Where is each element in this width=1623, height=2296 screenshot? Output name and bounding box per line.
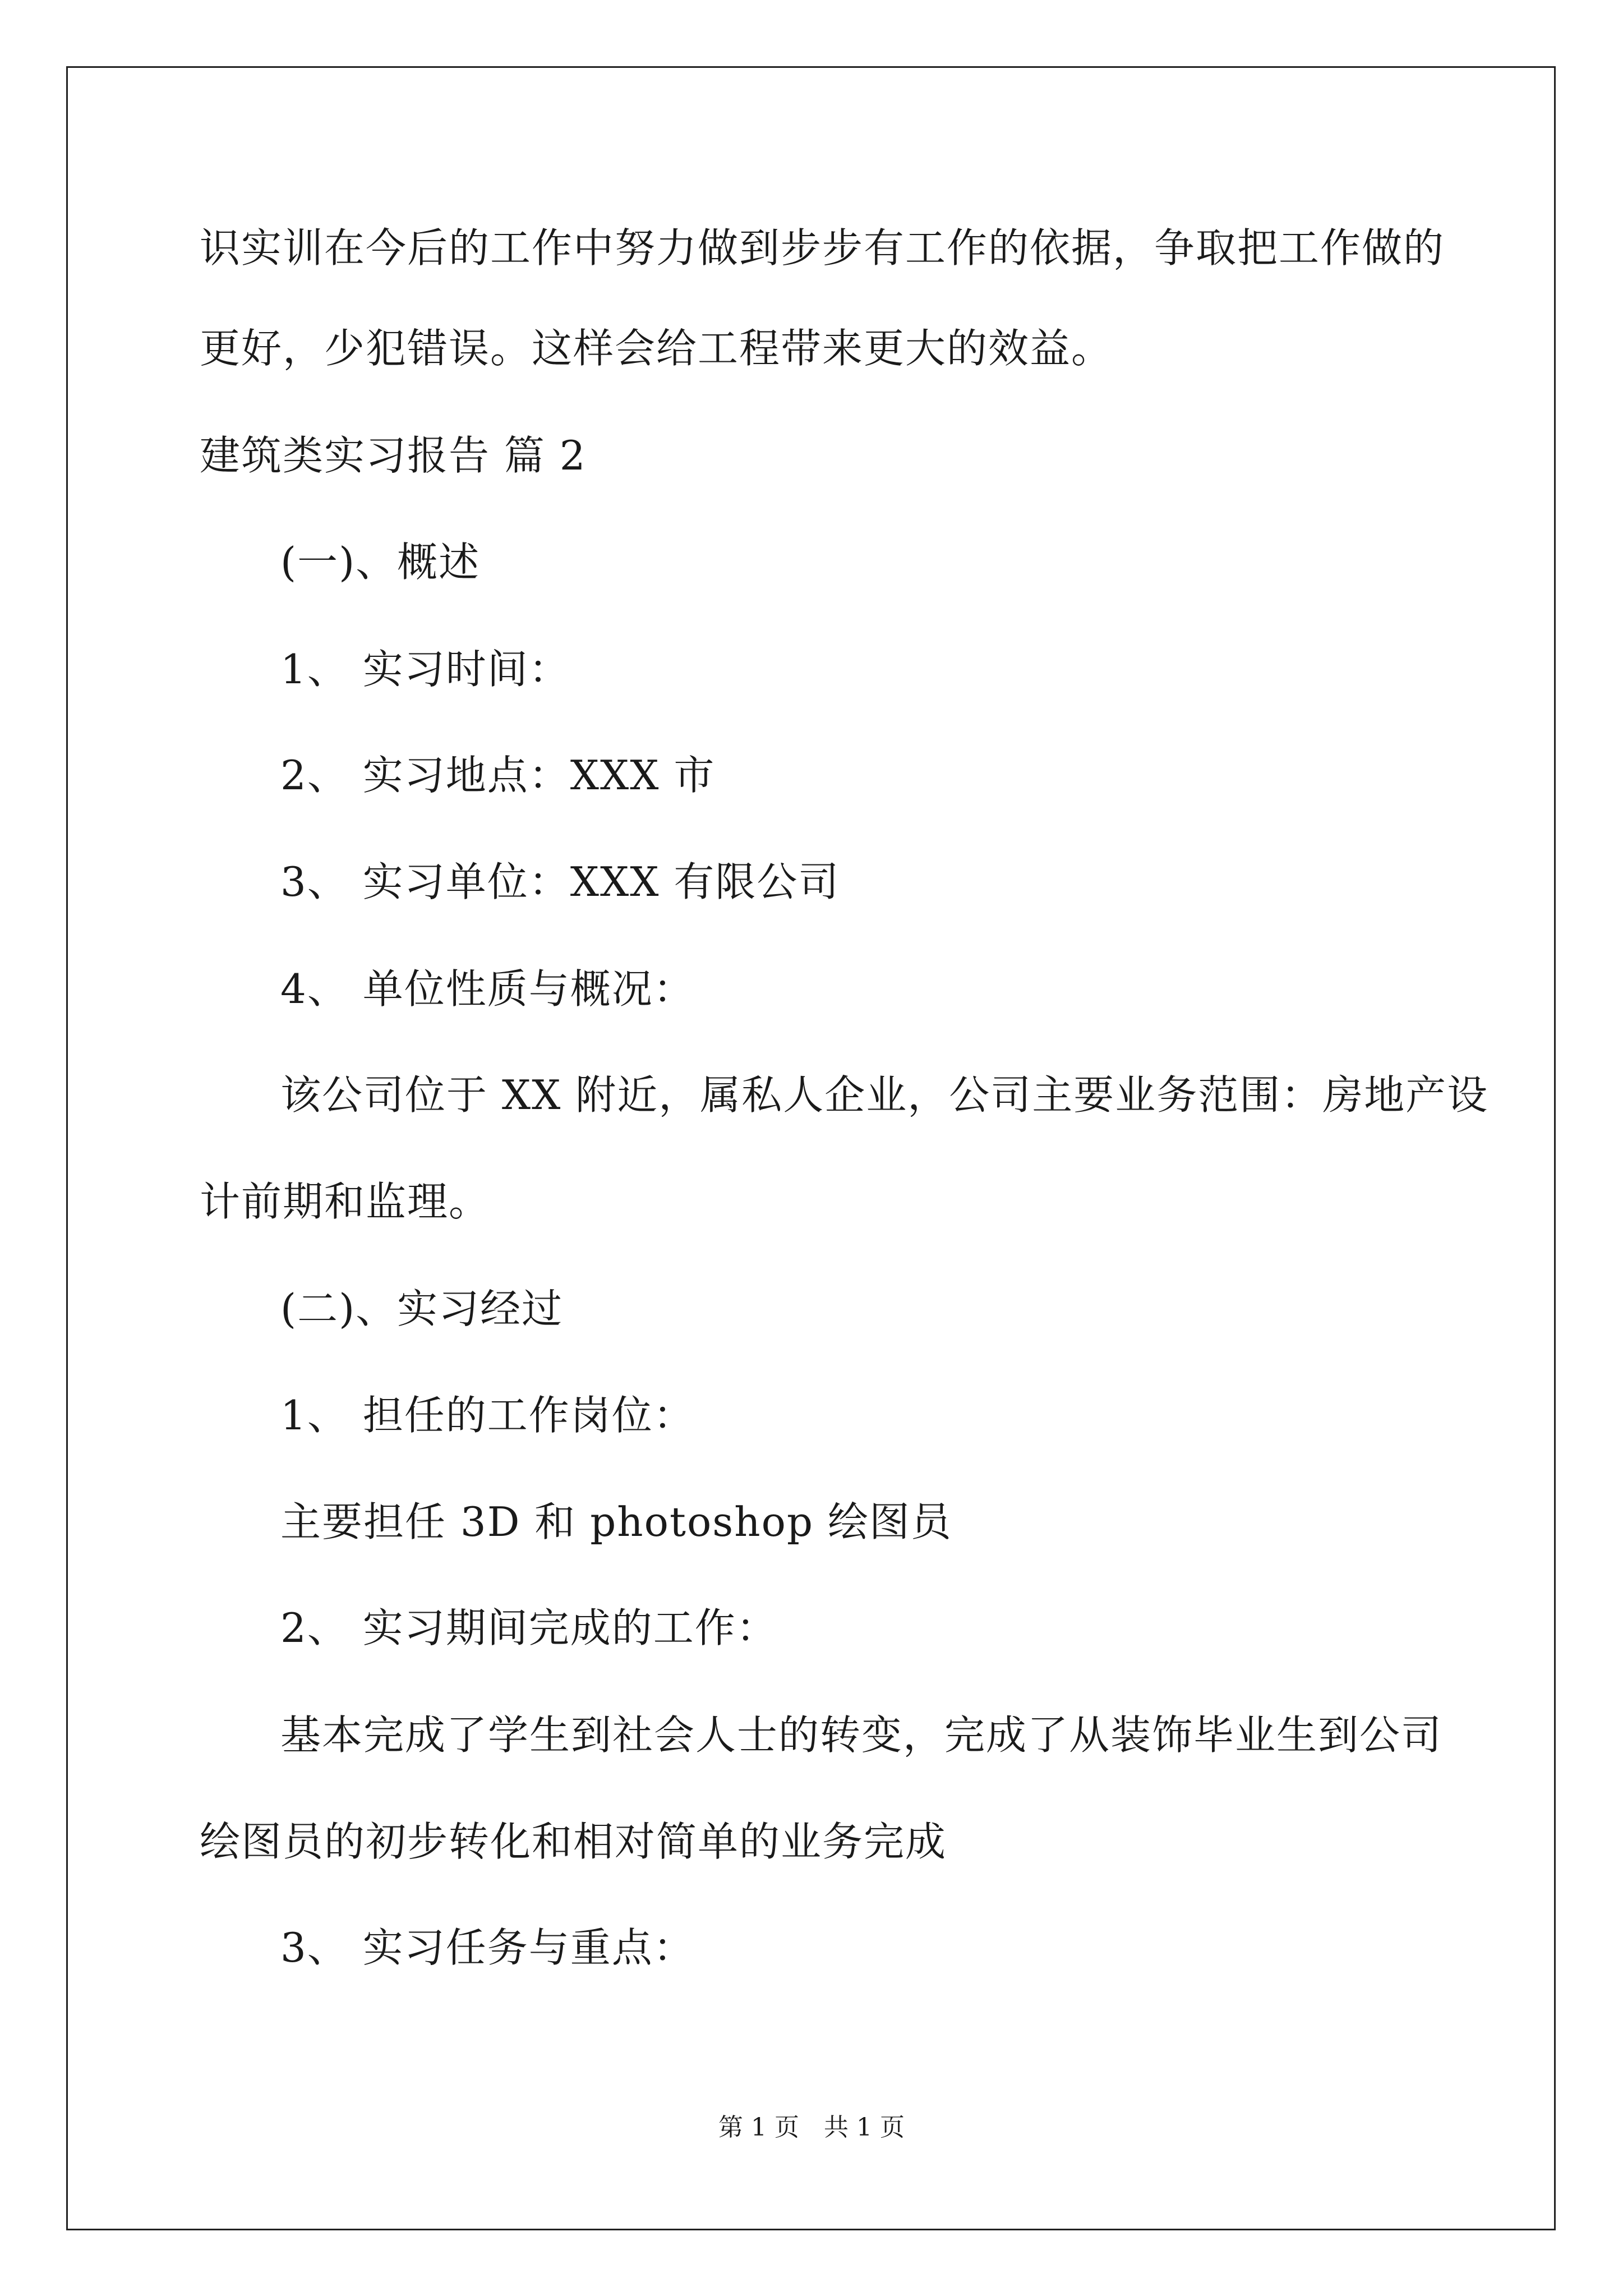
section-title: 建筑类实习报告 篇 2 (200, 432, 587, 479)
list-item: 2、 实习地点：XXX 市 (280, 752, 716, 799)
body-text-line: 识实训在今后的工作中努力做到步步有工作的依据，争取把工作做的 (200, 224, 1445, 272)
body-text-line: 该公司位于 XX 附近，属私人企业，公司主要业务范围：房地产设 (280, 1071, 1489, 1119)
body-text-line: 绘图员的初步转化和相对简单的业务完成 (200, 1818, 947, 1865)
body-text-line: 更好，少犯错误。这样会给工程带来更大的效益。 (200, 325, 1113, 372)
body-text-line: 计前期和监理。 (200, 1178, 491, 1225)
list-item: 2、 实习期间完成的工作： (280, 1604, 778, 1651)
list-item: 1、 实习时间： (280, 646, 570, 693)
section-heading: (一)、概述 (280, 539, 481, 586)
list-item: 3、 实习单位：XXX 有限公司 (280, 858, 840, 905)
list-item: 1、 担任的工作岗位： (280, 1392, 695, 1439)
list-item: 4、 单位性质与概况： (280, 965, 695, 1013)
page-number-footer: 第 1 页 共 1 页 (718, 2113, 905, 2142)
page-border (66, 66, 1556, 2230)
body-text-line: 基本完成了学生到社会人士的转变，完成了从装饰毕业生到公司 (280, 1711, 1443, 1759)
list-item: 3、 实习任务与重点： (280, 1924, 695, 1971)
section-heading: (二)、实习经过 (280, 1285, 564, 1332)
body-text-line: 主要担任 3D 和 photoshop 绘图员 (280, 1498, 952, 1545)
